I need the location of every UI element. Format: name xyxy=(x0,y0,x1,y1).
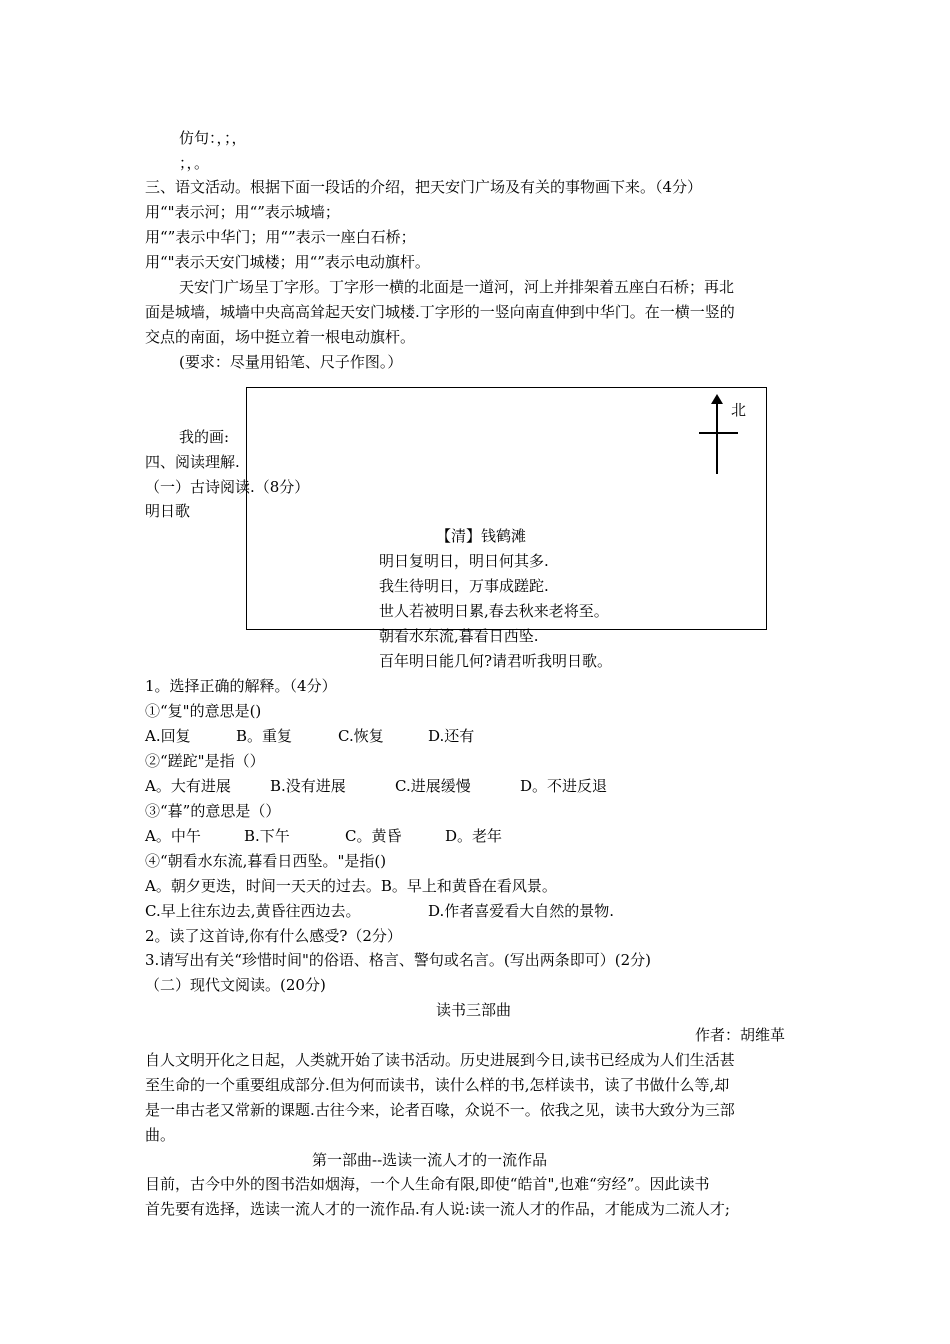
article-author: 作者：胡维革 xyxy=(695,1026,786,1044)
north-label: 北 xyxy=(731,401,747,419)
question-2: 2。读了这首诗,你有什么感受?（2分） xyxy=(145,927,402,945)
option: B.下午 xyxy=(244,827,290,845)
option: C.进展缓慢 xyxy=(395,777,471,795)
north-arrow-icon xyxy=(716,402,718,474)
article-line: 曲。 xyxy=(145,1126,176,1144)
poem-title: 明日歌 xyxy=(145,502,191,520)
poem-line: 世人若被明日累,春去秋来老将至。 xyxy=(379,602,609,620)
imitation-line-2: ；，。 xyxy=(179,154,210,172)
legend-line-2: 用“”表示中华门；用“”表示一座白石桥； xyxy=(145,228,416,246)
poem-line: 百年明日能几何?请君听我明日歌。 xyxy=(379,652,613,670)
article-line: 首先要有选择，选读一流人才的一流作品.有人说:读一流人才的作品，才能成为二流人才; xyxy=(145,1200,730,1218)
section3-heading: 三、语文活动。根据下面一段话的介绍，把天安门广场及有关的事物画下来。（4分） xyxy=(145,178,703,196)
option: B.没有进展 xyxy=(270,777,346,795)
modern-reading-heading: （二）现代文阅读。(20分) xyxy=(145,976,326,994)
description-line-1: 天安门广场呈丁字形。丁字形一横的北面是一道河，河上并排架着五座白石桥；再北 xyxy=(179,278,735,296)
option: C.早上往东边去,黄昏往西边去。 xyxy=(145,902,361,920)
question-1d: ④“朝看水东流,暮看日西坠。"是指() xyxy=(145,852,387,870)
question-1a: ①“复"的意思是() xyxy=(145,702,262,720)
section4-heading: 四、阅读理解. xyxy=(145,453,240,471)
legend-line-1: 用“"表示河；用“”表示城墙； xyxy=(145,203,340,221)
description-line-3: 交点的南面，场中挺立着一根电动旗杆。 xyxy=(145,328,416,346)
option: D。不进反退 xyxy=(520,777,608,795)
article-title: 读书三部曲 xyxy=(436,1001,512,1019)
poem-line: 我生待明日，万事成蹉跎. xyxy=(379,577,549,595)
option: A.回复 xyxy=(145,727,191,745)
question-1b: ②“蹉跎"是指（） xyxy=(145,752,265,770)
option: D.还有 xyxy=(428,727,475,745)
question-3: 3.请写出有关“珍惜时间"的俗语、格言、警句或名言。(写出两条即可）(2分) xyxy=(145,951,651,969)
article-line: 目前，古今中外的图书浩如烟海，一个人生命有限,即使“皓首",也难“穷经”。因此读书 xyxy=(145,1175,710,1193)
compass-crossbar xyxy=(699,432,738,434)
article-subheading: 第一部曲--选读一流人才的一流作品 xyxy=(312,1151,548,1169)
option: D。老年 xyxy=(445,827,503,845)
question-1c: ③“暮”的意思是（） xyxy=(145,802,281,820)
article-line: 是一串古老又常新的课题.古往今来，论者百喙，众说不一。依我之见，读书大致分为三部 xyxy=(145,1101,735,1119)
option: C。黄昏 xyxy=(345,827,402,845)
legend-line-3: 用“"表示天安门城楼；用“”表示电动旗杆。 xyxy=(145,253,430,271)
poem-section-heading: （一）古诗阅读.（8分） xyxy=(145,478,310,496)
article-line: 自人文明开化之日起，人类就开始了读书活动。历史进展到今日,读书已经成为人们生活甚 xyxy=(145,1051,735,1069)
option: B。重复 xyxy=(236,727,293,745)
option: A。中午 xyxy=(145,827,201,845)
option: D.作者喜爱看大自然的景物. xyxy=(428,902,615,920)
option: A。大有进展 xyxy=(145,777,231,795)
drawing-requirement: (要求：尽量用铅笔、尺子作图。） xyxy=(179,353,403,371)
poem-line: 朝看水东流,暮看日西坠. xyxy=(379,627,539,645)
poem-line: 明日复明日，明日何其多. xyxy=(379,552,549,570)
imitation-line-1: 仿句：，；， xyxy=(179,129,247,147)
option-line: A。朝夕更迭，时间一天天的过去。B。早上和黄昏在看风景。 xyxy=(145,877,557,895)
my-drawing-label: 我的画: xyxy=(179,428,230,446)
poem-author: 【清】钱鹤滩 xyxy=(436,527,527,545)
description-line-2: 面是城墙，城墙中央高高耸起天安门城楼.丁字形的一竖向南直伸到中华门。在一横一竖的 xyxy=(145,303,735,321)
option: C.恢复 xyxy=(338,727,384,745)
article-line: 至生命的一个重要组成部分.但为何而读书，读什么样的书,怎样读书，读了书做什么等,却 xyxy=(145,1076,730,1094)
question-1-heading: 1。选择正确的解释。（4分） xyxy=(145,677,337,695)
